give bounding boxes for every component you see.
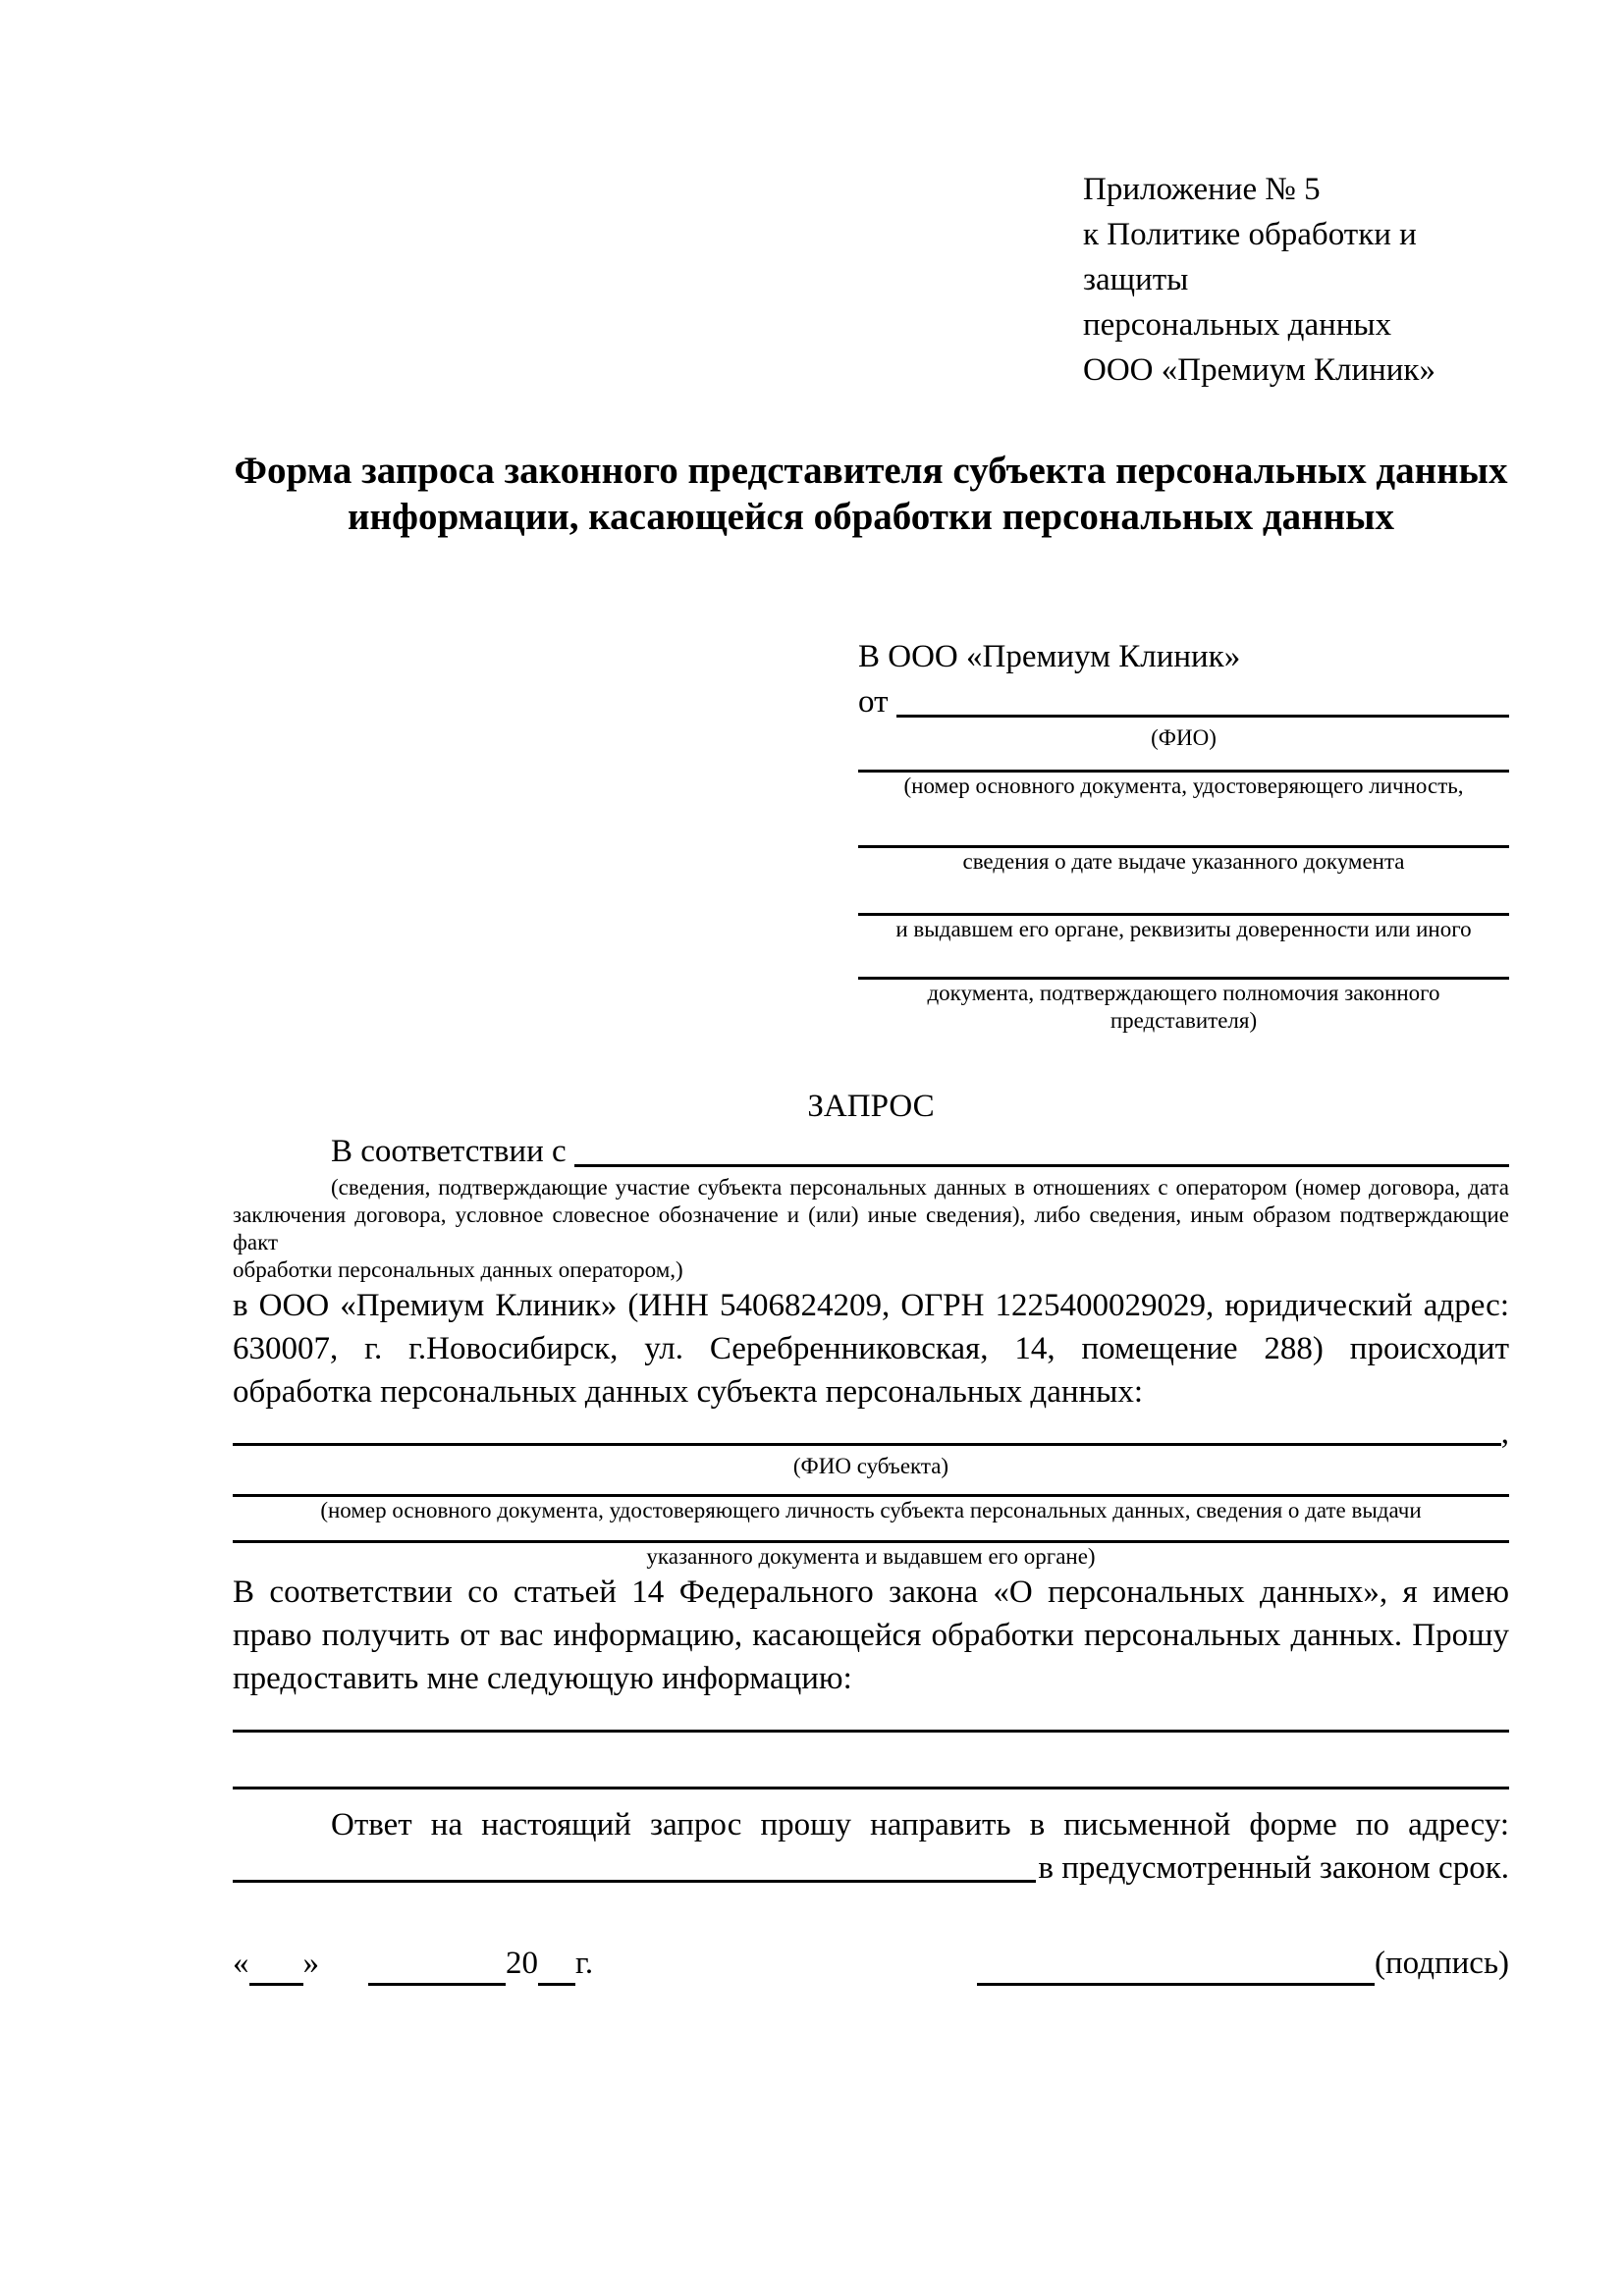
- subject-doc-blank-1: [233, 1480, 1509, 1497]
- operator-paragraph: [233, 1284, 1509, 1414]
- appendix-line-2: к Политике обработки и защиты: [1083, 217, 1417, 297]
- answer-paragraph-line: Ответ на настоящий запрос прошу направить в письменной форме по адресу:: [331, 1807, 1509, 1842]
- month-blank-field: [368, 1948, 506, 1986]
- day-blank-field: [249, 1948, 303, 1986]
- subject-fio-row: [233, 1414, 1509, 1453]
- law-paragraph: [233, 1571, 1509, 1700]
- blank-field-2: [858, 800, 1509, 848]
- subject-fio-blank-field: [233, 1414, 1501, 1446]
- answer-blank-1: [233, 1700, 1509, 1733]
- address-blank-field: [233, 1846, 1036, 1883]
- blank-field-3: [858, 876, 1509, 916]
- blank-caption-2: сведения о дате выдаче указанного документа: [962, 849, 1405, 874]
- from-label: от: [858, 684, 889, 720]
- subject-fio-caption: (ФИО субъекта): [792, 1454, 949, 1478]
- blank-caption-4: документа, подтверждающего полномочия законного представителя): [927, 981, 1440, 1033]
- appendix-line-1: Приложение № 5: [1083, 172, 1321, 207]
- answer-blank-2: [233, 1733, 1509, 1789]
- answer-tail-text: в предусмотренный законом срок.: [1038, 1850, 1509, 1886]
- subject-doc-caption-1: (номер основного документа, удостоверяющего личность субъекта персональных данных, сведения о дате выдачи: [320, 1498, 1422, 1522]
- intro-small-print: [233, 1174, 1509, 1284]
- blank-field-1: [858, 752, 1509, 773]
- intro-row: [233, 1129, 1509, 1174]
- subject-fio-comma: ,: [1500, 1415, 1509, 1451]
- law-line-3: предоставить мне следующую информацию:: [233, 1661, 852, 1696]
- addressee-block: [858, 634, 1509, 1035]
- from-blank-field: [896, 679, 1510, 718]
- blank-field-4: [858, 943, 1509, 980]
- fio-caption: (ФИО): [1151, 725, 1217, 750]
- addressee-to: В ООО «Премиум Клиник»: [858, 639, 1241, 674]
- document-title: [233, 448, 1509, 540]
- law-line-2: право получить от вас информацию, касающейся обработки персональных данных. Прошу: [233, 1618, 1509, 1653]
- blank-caption-1: (номер основного документа, удостоверяющего личность,: [903, 774, 1464, 798]
- operator-line-3: обработка персональных данных субъекта персональных данных:: [233, 1374, 1143, 1410]
- signature-caption: (подпись): [1375, 1946, 1509, 1981]
- date-area: [233, 1941, 593, 1986]
- addressee-from-row: [858, 679, 1509, 724]
- title-line-1: Форма запроса законного представителя субъекта персональных данных: [234, 450, 1508, 492]
- subject-doc-caption-2: указанного документа и выдавшем его органе): [646, 1544, 1096, 1569]
- day-open-quote: «: [233, 1946, 249, 1981]
- intro-blank-field: [574, 1129, 1509, 1167]
- blank-caption-3: и выдавшем его органе, реквизиты доверенности или иного: [895, 917, 1472, 941]
- law-line-1: В соответствии со статьей 14 Федерального закона «О персональных данных», я имею: [233, 1575, 1509, 1610]
- intro-label: В соответствии с: [331, 1134, 567, 1169]
- year-blank-field: [538, 1948, 575, 1986]
- year-suffix: г.: [575, 1946, 594, 1981]
- answer-address-row: [233, 1846, 1509, 1890]
- signature-blank-field: [977, 1948, 1375, 1986]
- footer-row: [233, 1941, 1509, 1986]
- small-print-line-2: заключения договора, условное словесное обозначение и (или) иные сведения), либо сведения, иным образом подтверждающие факт: [233, 1202, 1509, 1255]
- subject-doc-blank-2: [233, 1524, 1509, 1543]
- appendix-line-4: ООО «Премиум Клиник»: [1083, 352, 1435, 388]
- appendix-block: [1083, 167, 1509, 393]
- signature-area: [977, 1941, 1509, 1986]
- operator-line-1: в ООО «Премиум Клиник» (ИНН 5406824209, ОГРН 1225400029029, юридический адрес:: [233, 1288, 1509, 1323]
- small-print-line-3: обработки персональных данных оператором,): [233, 1257, 683, 1282]
- title-line-2: информации, касающейся обработки персональных данных: [348, 496, 1394, 538]
- request-heading: ЗАПРОС: [807, 1089, 935, 1124]
- small-print-line-1: (сведения, подтверждающие участие субъекта персональных данных в отношениях с оператором (номер договора, дата: [331, 1175, 1509, 1200]
- day-close-quote: »: [302, 1946, 319, 1981]
- year-prefix: 20: [506, 1946, 538, 1981]
- operator-line-2: 630007, г. г.Новосибирск, ул. Серебренниковская, 14, помещение 288) происходит: [233, 1331, 1509, 1366]
- appendix-line-3: персональных данных: [1083, 307, 1392, 343]
